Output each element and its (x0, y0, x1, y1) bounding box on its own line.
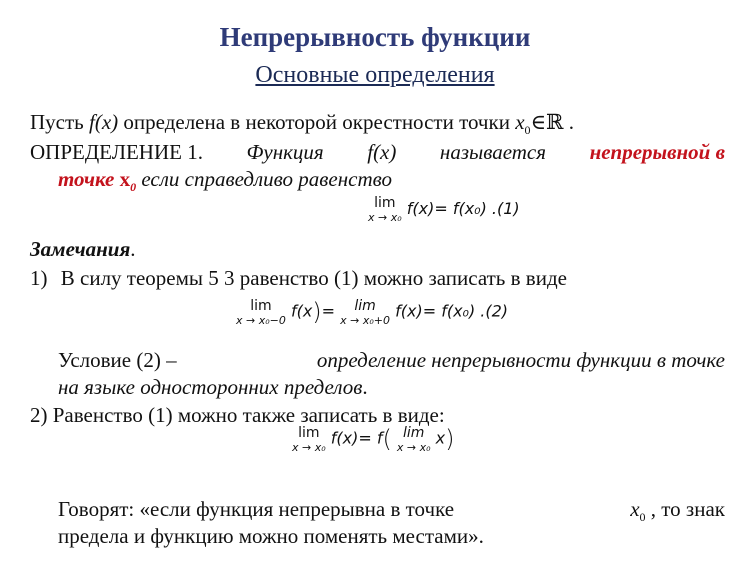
definition-label: ОПРЕДЕЛЕНИЕ 1. (30, 140, 203, 164)
eq2-rest: f(x)= f(x₀) .(2) (395, 301, 509, 321)
eq2-close-paren: ) (312, 298, 322, 326)
eq2-lim1-word: lim (250, 297, 272, 314)
remark2-text: 2) Равенство (1) можно также записать в виде: (30, 403, 445, 427)
cond-italic-line1: определение непрерывности функции в точке (316, 348, 725, 372)
eq3-lim1-sub: x → x₀ (292, 440, 326, 454)
eq3-close-paren: ) (445, 425, 455, 453)
remarks-dot: . (130, 237, 136, 261)
saying-line1-post: , то знак (645, 497, 725, 521)
definition-fx: f(x) (367, 140, 397, 164)
eq3-var: x (435, 428, 446, 448)
remark-1 (30, 266, 567, 291)
definition-line2-red: точке (58, 167, 115, 191)
intro-line (30, 110, 574, 138)
definition-line2-sub: 0 (130, 180, 137, 195)
saying-x0-sub: 0 (639, 510, 646, 525)
equation-3 (292, 425, 455, 453)
remark1-num: 1) (30, 266, 48, 290)
eq3-lim2-sub: x → x₀ (396, 440, 431, 454)
definition-called: называется (439, 140, 547, 164)
condition-line1 (58, 348, 725, 373)
saying-line1 (58, 497, 725, 525)
eq1-lim (368, 196, 402, 223)
intro-x0-sub: 0 (524, 123, 531, 138)
remarks-heading (30, 237, 136, 262)
definition-line2-rest: если справедливо равенство (136, 167, 392, 191)
page-subtitle: Основные определения (255, 62, 495, 88)
page-title: Непрерывность функции (219, 22, 531, 52)
eq3-lim-left (292, 426, 326, 453)
eq3-lim2-word: lim (403, 424, 425, 441)
eq2-f1: f(x (290, 301, 313, 321)
definition-line2 (58, 167, 392, 195)
intro-mid: определена в некоторой окрестности точки (118, 110, 516, 134)
intro-x0: x (515, 110, 525, 134)
saying-x0: x (630, 497, 640, 521)
definition-line1 (30, 140, 725, 165)
equation-2 (236, 298, 508, 326)
cond-italic-line2: на языке односторонних пределов (58, 375, 363, 399)
eq2-equals: = (321, 301, 336, 321)
remark1-text: В силу теоремы 5 3 равенство (1) можно записать в виде (60, 266, 567, 290)
eq1-body: f(x)= f(x₀) .(1) (406, 199, 520, 218)
eq3-lim-inner (397, 426, 431, 453)
definition-red-text: непрерывной в (589, 140, 725, 164)
saying-line2-text: предела и функцию можно поменять местами». (58, 524, 484, 548)
eq2-lim2-sub: x → x₀+0 (340, 313, 391, 327)
cond-pre: Условие (2) – (58, 348, 177, 372)
intro-elem: ∈ℝ (530, 110, 564, 134)
eq2-lim-right (340, 299, 390, 326)
saying-line1-pre: Говорят: «если функция непрерывна в точке (58, 497, 455, 521)
intro-pre: Пусть (30, 110, 89, 134)
eq3-open-paren: ( (382, 425, 392, 453)
cond-dot: . (362, 375, 368, 399)
intro-end: . (563, 110, 575, 134)
definition-line2-x: x (119, 167, 131, 191)
definition-func-word: Функция (246, 140, 324, 164)
eq2-lim1-sub: x → x₀−0 (236, 313, 286, 327)
equation-1 (368, 196, 520, 223)
eq3-lim1-word: lim (298, 424, 320, 441)
eq2-lim2-word: lim (354, 297, 376, 314)
saying-line2 (58, 524, 484, 549)
remarks-title: Замечания (30, 237, 131, 261)
eq2-lim-left (236, 299, 286, 326)
eq1-lim-sub: x → x₀ (368, 211, 402, 224)
eq3-f1: f(x)= f (330, 428, 383, 448)
eq1-lim-word: lim (374, 195, 396, 211)
intro-fx: f(x) (89, 110, 119, 134)
condition-line2 (58, 375, 368, 400)
